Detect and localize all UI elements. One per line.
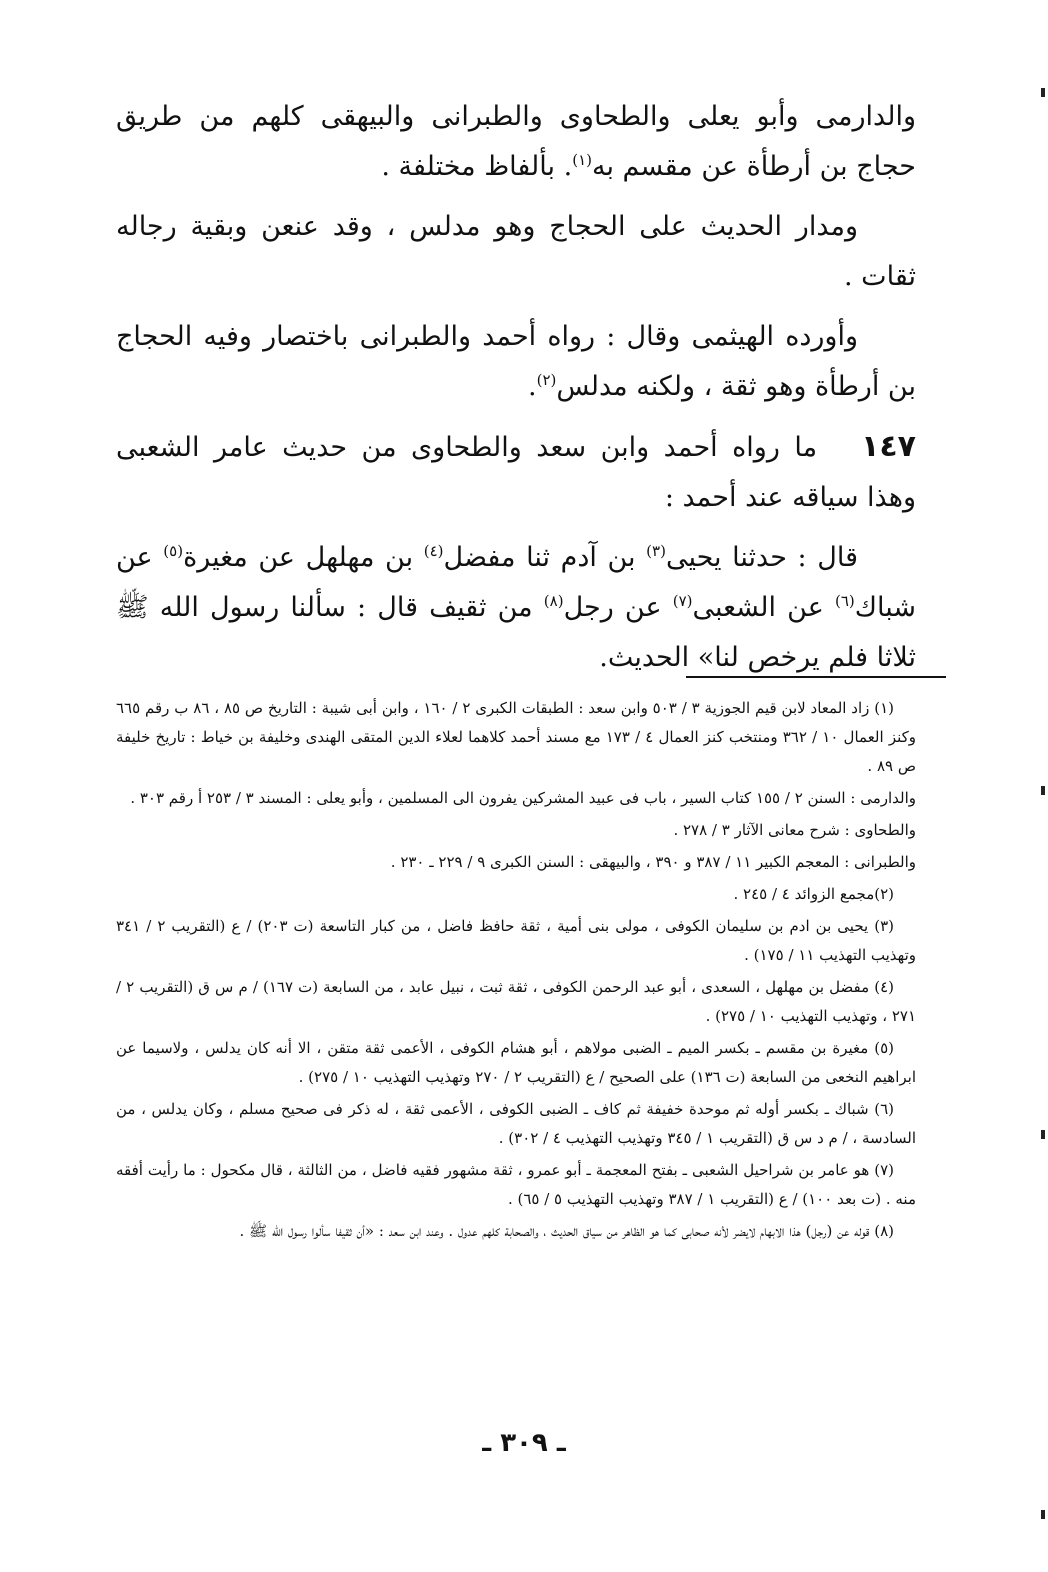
- scan-edge-mark: [1041, 1510, 1045, 1519]
- isnad-text: من ثقيف قال : سألنا رسول الله ﷺ ثلاثا فلم يرخص لنا» الحديث.: [116, 592, 916, 673]
- hadith-heading: [116, 422, 916, 523]
- isnad-text: عن شباك: [116, 542, 917, 623]
- isnad-text: قال : حدثنا يحيى: [665, 542, 859, 573]
- footnote: (٨) قوله عن (رجل) هذا الابهام لايضر لأنه صحابى كما هو الظاهر من سياق الحديث ، والصحابة كلهم عدول . وعند ابن سعد : «أن ثقيفا سألوا رسول الله ﷺ .: [239, 1222, 894, 1240]
- text-line: . بألفاظ مختلفة .: [381, 151, 573, 182]
- page-number: ـ ٣٠٩ ـ: [482, 1428, 566, 1458]
- isnad-text: بن مهلهل عن مغيرة: [183, 542, 424, 573]
- isnad-text: بن آدم ثنا مفضل: [443, 542, 647, 573]
- footnote-ref: (٢): [536, 371, 557, 389]
- footnote: (٦) شباك ـ بكسر أوله ثم موحدة خفيفة ثم كاف ـ الضبى الكوفى ، الأعمى ثقة ، له ذكر فى صحيح مسلم ، وكان يدلس ، من السادسة ، / م د س ق (التقريب ١ / ٣٤٥ وتهذيب التهذيب ٤ / ٣٠٢) .: [116, 1100, 916, 1147]
- footnote-ref: (٣): [646, 542, 666, 560]
- footnote: والطبرانى : المعجم الكبير ١١ / ٣٨٧ و ٣٩٠ ، والبيهقى : السنن الكبرى ٩ / ٢٢٩ ـ ٢٣٠ .: [390, 853, 916, 871]
- isnad-text: عن الشعبى: [692, 592, 835, 623]
- footnote: (٣) يحيى بن ادم بن سليمان الكوفى ، مولى بنى أمية ، ثقة حافظ فاضل ، من كبار التاسعة (ت ٢٠٣) / ع (التقريب ٢ / ٣٤١ وتهذيب التهذيب ١١ / ١٧٥) .: [116, 917, 916, 964]
- footnote: (٤) مفضل بن مهلهل ، السعدى ، أبو عبد الرحمن الكوفى ، ثقة ثبت ، نبيل عابد ، من السابعة (ت ١٦٧) / م س ق (التقريب ٢ / ٢٧١ ، وتهذيب التهذيب ١٠ / ٢٧٥) .: [116, 978, 916, 1025]
- footnote: (٢)مجمع الزوائد ٤ / ٢٤٥ .: [733, 885, 894, 903]
- footnote-ref: (١): [572, 151, 592, 169]
- footnote: والطحاوى : شرح معانى الآثار ٣ / ٢٧٨ .: [673, 821, 916, 839]
- text-line: ومدار الحديث على الحجاج وهو مدلس ، وقد عنعن وبقية رجاله ثقات .: [116, 211, 916, 292]
- hadith-intro: ما رواه أحمد وابن سعد والطحاوى من حديث عامر الشعبى وهذا سياقه عند أحمد :: [116, 432, 916, 513]
- main-text: [116, 92, 916, 693]
- footnote: (١) زاد المعاد لابن قيم الجوزية ٣ / ٥٠٣ وابن سعد : الطبقات الكبرى ٢ / ١٦٠ ، وابن أبى شيبة : التاريخ ص ٨٥ ، ٨٦ ب رقم ٦٦٥ وكنز العمال ١٠ / ٣٦٢ ومنتخب كنز العمال ٤ / ١٧٣ مع مسند أحمد كلاهما لعلاء الدين المتقى الهندى وخليفة بن خياط : تاريخ خليفة ص ٨٩ .: [116, 699, 917, 775]
- footnote-ref: (٤): [423, 542, 444, 560]
- isnad-text: عن رجل: [563, 592, 673, 623]
- footnote-ref: (٧): [672, 592, 693, 610]
- text-line: والدارمى وأبو يعلى والطحاوى والطبرانى والبيهقى كلهم من طريق حجاج بن أرطأة: [116, 101, 916, 182]
- paragraph-analysis: [116, 202, 916, 302]
- scan-edge-mark: [1041, 88, 1045, 97]
- footnote-divider: [686, 676, 946, 678]
- paragraph-sources: [116, 92, 916, 192]
- text-line: .: [527, 371, 537, 402]
- footnote: (٧) هو عامر بن شراحيل الشعبى ـ بفتح المعجمة ـ أبو عمرو ، ثقة مشهور فقيه فاضل ، من الثالثة ، قال مكحول : ما رأيت أفقه منه . (ت بعد ١٠٠) / ع (التقريب ١ / ٣٨٧ وتهذيب التهذيب ٥ / ٦٥) .: [116, 1161, 916, 1208]
- text-line: وأورده الهيثمى وقال : رواه أحمد والطبرانى باختصار وفيه الحجاج بن أرطأة وهو ثقة ، ولكنه مدلس: [116, 321, 916, 402]
- footnotes: [116, 694, 916, 1249]
- paragraph-isnad: [116, 533, 916, 683]
- text-line: عن مقسم به: [591, 151, 738, 182]
- footnote: والدارمى : السنن ٢ / ١٥٥ كتاب السير ، باب فى عبيد المشركين يفرون الى المسلمين ، وأبو يعلى : المسند ٣ / ٢٥٣ أ رقم ٣٠٣ .: [130, 789, 916, 807]
- footnote-ref: (٨): [543, 592, 564, 610]
- hadith-number: ١٤٧: [861, 429, 916, 464]
- scan-edge-mark: [1041, 786, 1045, 795]
- scan-edge-mark: [1041, 1130, 1045, 1139]
- footnote: (٥) مغيرة بن مقسم ـ بكسر الميم ـ الضبى مولاهم ، أبو هشام الكوفى ، الأعمى ثقة متقن ، الا أنه كان يدلس ، ولاسيما عن ابراهيم النخعى من السابعة (ت ١٣٦) على الصحيح / ع (التقريب ٢ / ٢٧٠ وتهذيب التهذيب ١٠ / ٢٧٥) .: [116, 1039, 916, 1086]
- paragraph-haythami: [116, 312, 916, 412]
- footnote-ref: (٥): [163, 542, 184, 560]
- footnote-ref: (٦): [834, 592, 855, 610]
